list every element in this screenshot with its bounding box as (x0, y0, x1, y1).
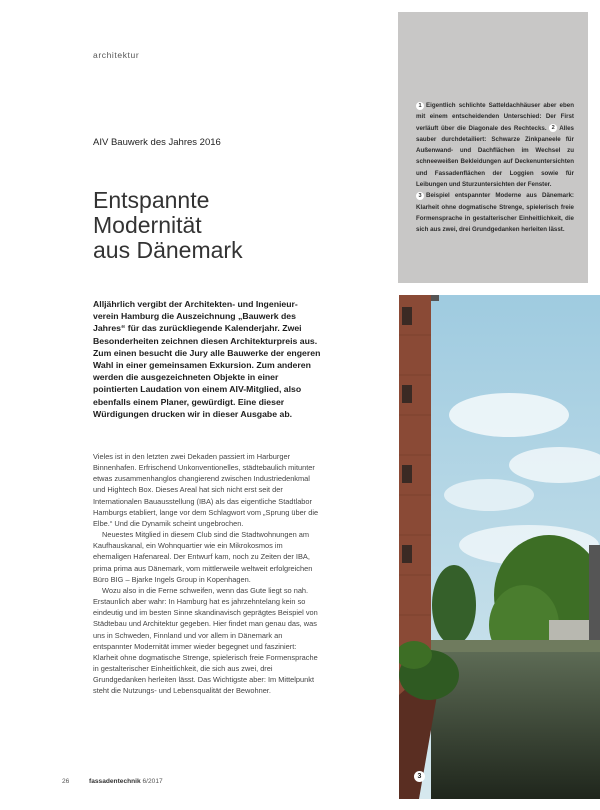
headline-line: Modernität (93, 212, 202, 238)
headline-line: Entspannte (93, 187, 210, 213)
caption-number-badge: 2 (549, 124, 557, 132)
caption-number-badge: 3 (416, 192, 424, 200)
body-paragraph: Neuestes Mitglied in diesem Club sind die Stadtwohnungen am Kaufhauskanal, ein Wohnquartier wie ein Mikrokosmos im ehemaligen Hafenareal. Der Entwurf kam, noch zu Zeiten der IBA, prima prima aus Dänemark, vom mittlerweile weltweit erfolgreichen Büro BIG – Bjarke Ingels Group in Kopenhagen. (93, 530, 313, 584)
kicker: AIV Bauwerk des Jahres 2016 (93, 137, 221, 148)
caption-1: Eigentlich schlichte Satteldachhäuser aber eben mit einem entscheidenden Unterschied: Der First verläuft über die Diagonale des Rechtecks. (416, 102, 574, 132)
issue-number: 6/2017 (142, 778, 163, 785)
page-footer (62, 778, 163, 785)
page-number: 26 (62, 778, 70, 785)
body-text (93, 451, 321, 696)
page-title (93, 188, 373, 263)
lead-paragraph: Alljährlich vergibt der Architekten- und Ingenieur-verein Hamburg die Auszeichnung „Bauwerk des Jahres“ für das zurückliegende Kalenderjahr. Zwei Besonderheiten zeichnen diesen Architekturpreis aus. Zum einen besucht die Jury alle Bauwerke der engeren Wahl in einer gemeinsamen Exkursion. Zum anderen werden die ausgezeichneten Objekte in einer pointierten Laudation von einem AIV-Mitglied, also ebenfalls einem Planer, gewürdigt. Eine dieser Würdigungen drucken wir in dieser Ausgabe ab. (93, 299, 321, 419)
photo-number-badge: 3 (414, 771, 425, 782)
caption-2: Alles sauber durchdetailiert: Schwarze Zinkpaneele für Außenwand- und Dachflächen im Wechsel zu schneeweißen Bekleidungen auf Deckenuntersichten und Fassadenflächen der Loggien sowie für Leibungen und Sturzuntersichten der Fenster. (416, 124, 574, 189)
headline-line: aus Dänemark (93, 237, 243, 263)
caption-3: Beispiel entspannter Moderne aus Dänemark: Klarheit ohne dogmatische Strenge, spielerisch freie Formensprache in gestalterischer Einheitlichkeit, die sich aus zwei, drei Grundgedanken herleiten lässt. (416, 192, 574, 234)
section-label: architektur (93, 50, 140, 60)
body-paragraph: Vieles ist in den letzten zwei Dekaden passiert im Harburger Binnenhafen. Erfrischend Unkonventionelles, städtebaulich mitunter etwas zusammenhanglos changierend zwischen Industriedenkmal und Hightech Box. Dieses Areal hat sich nicht erst seit der Internationalen Bauausstellung (IBA) als das eigentliche Stadtlabor Hamburgs etabliert, lange vor dem Schlagwort vom „Sprung über die Elbe.“ Und die Dynamik scheint ungebrochen. (93, 452, 319, 528)
caption-text (416, 100, 574, 236)
magazine-name: fassadentechnik (89, 778, 141, 785)
body-paragraph: Wozu also in die Ferne schweifen, wenn das Gute liegt so nah. Erstaunlich aber wahr: In Hamburg hat es jahrzehntelang kein so eindeutig und im besten Sinne skandinavisch geprägtes Beispiel von Städtebau und Architektur gegeben. Hier findet man genau das, was uns in Schweden, Finnland und vor allem in Dänemark an entspannter Modernität immer wieder begegnet und fasziniert: Klarheit ohne dogmatische Strenge, spielerisch freie Formensprache in gestalterischer Einheitlichkeit, die sich aus zwei, drei Grundgedanken herleiten lässt. Das Wichtigste aber: Im Mittelpunkt steht die Nutzungs- und Lebensqualität der Bewohner. (93, 585, 318, 696)
caption-number-badge: 1 (416, 102, 424, 110)
canal-photo (399, 295, 600, 799)
caption-box (398, 12, 588, 283)
